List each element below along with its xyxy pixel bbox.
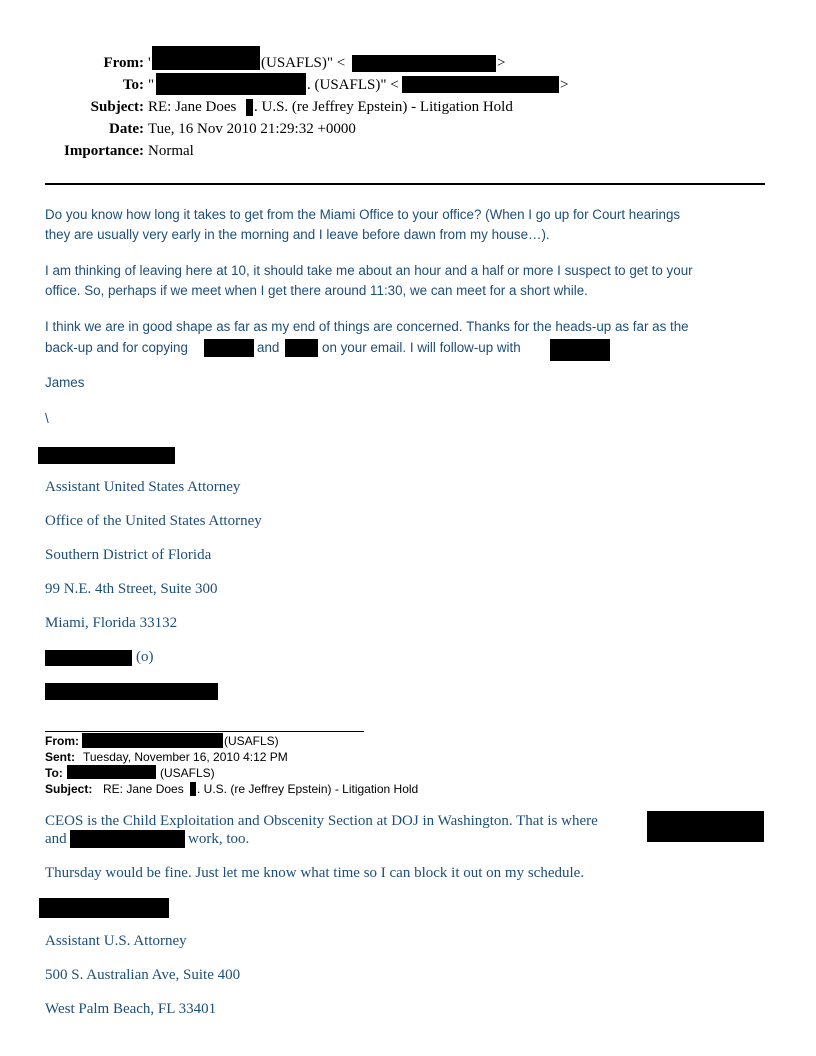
fwd-subject-value-b: . U.S. (re Jeffrey Epstein) - Litigation Hold [197, 782, 419, 796]
fwd-from-label: From: [45, 734, 79, 748]
forward-divider [45, 731, 364, 732]
body-paragraph-2-line-1: I am thinking of leaving here at 10, it should take me about an hour and a half or more I suspect to get to your [45, 263, 693, 278]
redaction-subject [246, 99, 253, 116]
from-close: > [497, 55, 506, 71]
body-paragraph-3-line-2c: on your email. I will follow-up with [322, 340, 521, 355]
redaction-body-1 [204, 339, 254, 357]
redaction-phone [45, 650, 132, 666]
signature-phone-suffix: (o) [136, 649, 154, 665]
fwd-to-value: (USAFLS) [160, 766, 215, 780]
to-close: > [560, 77, 569, 93]
from-label: From: [103, 55, 144, 71]
to-value: . (USAFLS)" < [307, 77, 399, 93]
signature2-street: 500 S. Australian Ave, Suite 400 [45, 967, 241, 983]
redaction-body-2 [285, 339, 318, 357]
signature-city: Miami, Florida 33132 [45, 615, 178, 631]
redaction-fwd-subject [190, 782, 196, 796]
to-label: To: [122, 77, 144, 93]
signature-district: Southern District of Florida [45, 547, 212, 563]
importance-label: Importance: [64, 143, 144, 159]
subject-value-a: RE: Jane Does [148, 99, 237, 115]
subject-label: Subject: [90, 99, 144, 115]
fwd-sent-value: Tuesday, November 16, 2010 4:12 PM [83, 750, 288, 764]
fwd-from-value: (USAFLS) [224, 734, 279, 748]
body-paragraph-1-line-2: they are usually very early in the morning and I leave before dawn from my house…). [45, 227, 550, 242]
redaction-to-name [156, 73, 306, 95]
signature2-city: West Palm Beach, FL 33401 [45, 1001, 217, 1017]
redaction-signature-name [38, 447, 175, 464]
signature-street: 99 N.E. 4th Street, Suite 300 [45, 581, 218, 597]
from-quote: ' [148, 55, 151, 71]
fwd-subject-value-a: RE: Jane Does [103, 782, 184, 796]
header-divider [45, 183, 765, 185]
signature-office: Office of the United States Attorney [45, 513, 262, 529]
importance-value: Normal [148, 143, 194, 159]
from-value: (USAFLS)" < [261, 55, 346, 71]
fwd-subject-label: Subject: [45, 782, 93, 796]
redaction-from-name [152, 46, 260, 70]
redaction-fwd-to [67, 765, 156, 779]
body-paragraph-3-line-2b: and [257, 340, 280, 355]
body-paragraph-1-line-1: Do you know how long it takes to get from the Miami Office to your office? (When I go up for Court hearings [45, 207, 681, 222]
fwd-paragraph-1-line-1: CEOS is the Child Exploitation and Obscenity Section at DOJ in Washington. That is where [45, 813, 598, 829]
signature2-title: Assistant U.S. Attorney [45, 933, 187, 949]
body-paragraph-3-line-2a: back-up and for copying [45, 340, 188, 355]
redaction-to-email [402, 76, 559, 93]
body-paragraph-2-line-2: office. So, perhaps if we meet when I get there around 11:30, we can meet for a short while. [45, 283, 588, 298]
fwd-sent-label: Sent: [45, 750, 75, 764]
signoff-name: James [45, 375, 85, 390]
redaction-fwd-from [82, 733, 223, 748]
redaction-fwd-body-2 [70, 830, 185, 848]
subject-value-b: . U.S. (re Jeffrey Epstein) - Litigation Hold [254, 99, 513, 115]
redaction-from-email [352, 55, 496, 72]
date-value: Tue, 16 Nov 2010 21:29:32 +0000 [148, 121, 356, 137]
fwd-paragraph-1-line-2b: work, too. [188, 831, 250, 847]
signature-title: Assistant United States Attorney [45, 479, 241, 495]
redaction-signature-email [45, 683, 218, 700]
fwd-to-label: To: [45, 766, 63, 780]
to-quote: " [148, 77, 155, 93]
body-paragraph-3-line-1: I think we are in good shape as far as my end of things are concerned. Thanks for the heads-up as far as the [45, 319, 689, 334]
fwd-paragraph-2: Thursday would be fine. Just let me know what time so I can block it out on my schedule. [45, 865, 585, 881]
fwd-paragraph-1-line-2a: and [45, 831, 67, 847]
redaction-signature2-name [39, 898, 169, 918]
stray-backslash: \ [45, 411, 49, 426]
redaction-fwd-body-1 [647, 811, 764, 842]
date-label: Date: [109, 121, 144, 137]
redaction-body-3 [550, 339, 610, 361]
